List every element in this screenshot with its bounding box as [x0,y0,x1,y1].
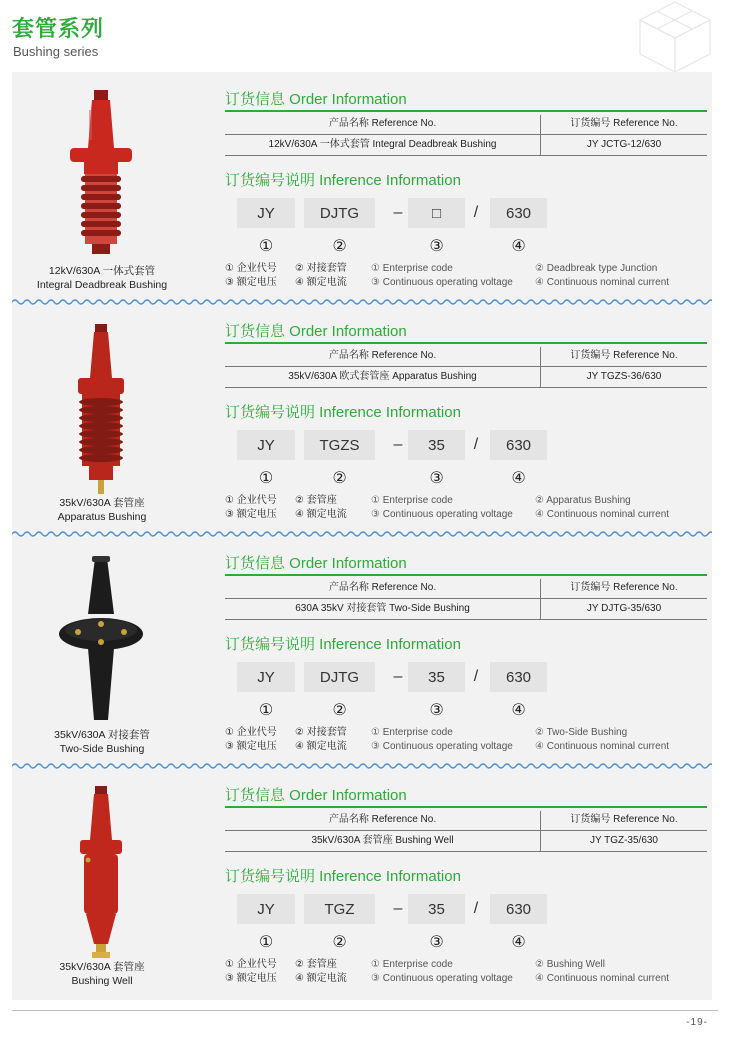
circled-number: ① [258,934,274,951]
code-separator: – [393,900,403,917]
code-box: 630 [490,894,547,924]
table-header-reference: 产品名称 Reference No. [328,118,437,129]
bushing-image [56,552,146,732]
caption-cn: 35kV/630A 套管座 [59,961,145,973]
code-separator: – [393,668,403,685]
legend-c1-cn: ① 企业代号 [225,263,277,274]
circled-number: ② [332,934,347,951]
table-bottom-border [225,155,707,156]
page-number: -19- [686,1017,708,1028]
inference-heading: 订货编号说明 Inference Information [225,172,461,189]
legend-c1-en: ① Enterprise code [371,263,453,274]
table-header-order: 订货编号 Reference No. [570,118,678,129]
circled-number: ③ [429,702,444,719]
inference-heading: 订货编号说明 Inference Information [225,404,461,421]
table-header-order: 订货编号 Reference No. [570,582,678,593]
table-row-divider [225,366,707,367]
legend-c3-en: ③ Continuous operating voltage [371,509,513,520]
code-box: 35 [408,662,465,692]
legend-c2-en: ② Two-Side Bushing [535,727,628,738]
code-box: 630 [490,430,547,460]
product-section [12,536,712,761]
legend-c2-cn: ② 对接套管 [295,727,347,738]
product-section [12,72,712,297]
table-header-reference: 产品名称 Reference No. [328,814,437,825]
table-bottom-border [225,387,707,388]
legend-c2-en: ② Bushing Well [535,959,605,970]
circled-number: ② [332,702,347,719]
legend-c1-cn: ① 企业代号 [225,727,277,738]
code-box: TGZS [304,430,375,460]
order-info-heading: 订货信息 Order Information [225,787,407,804]
heading-underline [225,110,707,112]
product-caption [12,496,192,524]
legend-c4-en: ④ Continuous nominal current [535,509,670,520]
inference-heading: 订货编号说明 Inference Information [225,636,461,653]
caption-en: Integral Deadbreak Bushing [36,279,168,291]
footer-divider [12,1010,718,1011]
product-section [12,768,712,993]
table-cell-reference: 12kV/630A 一体式套管 Integral Deadbreak Bushing [268,139,497,150]
code-box: JY [237,894,295,924]
circled-number: ① [258,702,274,719]
code-separator: / [473,436,479,453]
heading-underline [225,574,707,576]
code-separator: – [393,436,403,453]
legend-c4-en: ④ Continuous nominal current [535,741,670,752]
circled-number: ④ [511,702,526,719]
legend-c1-en: ① Enterprise code [371,495,453,506]
code-separator: / [473,668,479,685]
legend-c1-en: ① Enterprise code [371,727,453,738]
code-box: JY [237,662,295,692]
table-cell-reference: 35kV/630A 套管座 Bushing Well [311,835,454,846]
circled-number: ② [332,238,347,255]
legend-c4-en: ④ Continuous nominal current [535,973,670,984]
legend-c3-cn: ③ 额定电压 [225,973,277,984]
code-separator: – [393,204,403,221]
code-box: □ [408,198,465,228]
table-cell-order: JY JCTG-12/630 [586,139,662,150]
caption-en: Two-Side Bushing [59,743,145,755]
table-cell-order: JY TGZ-35/630 [590,835,658,846]
circled-number: ③ [429,238,444,255]
product-caption [12,728,192,756]
legend-c4-cn: ④ 额定电流 [295,277,347,288]
heading-underline [225,342,707,344]
caption-cn: 12kV/630A 一体式套管 [48,265,156,277]
circled-number: ① [258,238,274,255]
circled-number: ③ [429,934,444,951]
bushing-image [56,784,146,964]
legend-c3-cn: ③ 额定电压 [225,509,277,520]
legend-c4-en: ④ Continuous nominal current [535,277,670,288]
legend-c4-cn: ④ 额定电流 [295,509,347,520]
order-info-heading: 订货信息 Order Information [225,323,407,340]
circled-number: ④ [511,238,526,255]
caption-en: Apparatus Bushing [57,511,147,523]
corner-decoration-icon [620,0,730,72]
order-info-heading: 订货信息 Order Information [225,555,407,572]
circled-number: ③ [429,470,444,487]
caption-en: Bushing Well [71,975,133,987]
legend-c2-en: ② Apparatus Bushing [535,495,631,506]
table-bottom-border [225,851,707,852]
code-separator: / [473,204,479,221]
code-box: JY [237,430,295,460]
legend-c3-cn: ③ 额定电压 [225,741,277,752]
legend-c3-en: ③ Continuous operating voltage [371,973,513,984]
code-box: DJTG [304,198,375,228]
page-subtitle: Bushing series [13,44,99,59]
table-row-divider [225,134,707,135]
code-box: 630 [490,662,547,692]
heading-underline [225,806,707,808]
table-cell-reference: 630A 35kV 对接套管 Two-Side Bushing [295,603,470,614]
bushing-image [56,320,146,500]
code-box: DJTG [304,662,375,692]
caption-cn: 35kV/630A 对接套管 [54,729,150,741]
circled-number: ① [258,470,274,487]
legend-c4-cn: ④ 额定电流 [295,741,347,752]
inference-heading: 订货编号说明 Inference Information [225,868,461,885]
table-header-reference: 产品名称 Reference No. [328,350,437,361]
legend-c2-cn: ② 对接套管 [295,263,347,274]
code-box: JY [237,198,295,228]
legend-c3-en: ③ Continuous operating voltage [371,741,513,752]
legend-c1-en: ① Enterprise code [371,959,453,970]
legend-c4-cn: ④ 额定电流 [295,973,347,984]
code-box: 35 [408,430,465,460]
legend-c2-en: ② Deadbreak type Junction [535,263,658,274]
table-bottom-border [225,619,707,620]
table-cell-reference: 35kV/630A 欧式套管座 Apparatus Bushing [288,371,477,382]
table-cell-order: JY DJTG-35/630 [586,603,662,614]
table-cell-order: JY TGZS-36/630 [586,371,662,382]
circled-number: ② [332,470,347,487]
table-row-divider [225,598,707,599]
page-title: 套管系列 [12,16,105,41]
table-row-divider [225,830,707,831]
table-header-order: 订货编号 Reference No. [570,350,678,361]
order-info-heading: 订货信息 Order Information [225,91,407,108]
bushing-image [56,88,146,268]
product-caption [12,264,192,292]
code-box: 630 [490,198,547,228]
circled-number: ④ [511,470,526,487]
code-separator: / [473,900,479,917]
legend-c3-en: ③ Continuous operating voltage [371,277,513,288]
code-box: 35 [408,894,465,924]
product-section [12,304,712,529]
circled-number: ④ [511,934,526,951]
legend-c3-cn: ③ 额定电压 [225,277,277,288]
legend-c2-cn: ② 套管座 [295,959,337,970]
product-caption [12,960,192,988]
caption-cn: 35kV/630A 套管座 [59,497,145,509]
table-header-order: 订货编号 Reference No. [570,814,678,825]
legend-c1-cn: ① 企业代号 [225,959,277,970]
legend-c1-cn: ① 企业代号 [225,495,277,506]
table-header-reference: 产品名称 Reference No. [328,582,437,593]
legend-c2-cn: ② 套管座 [295,495,337,506]
code-box: TGZ [304,894,375,924]
